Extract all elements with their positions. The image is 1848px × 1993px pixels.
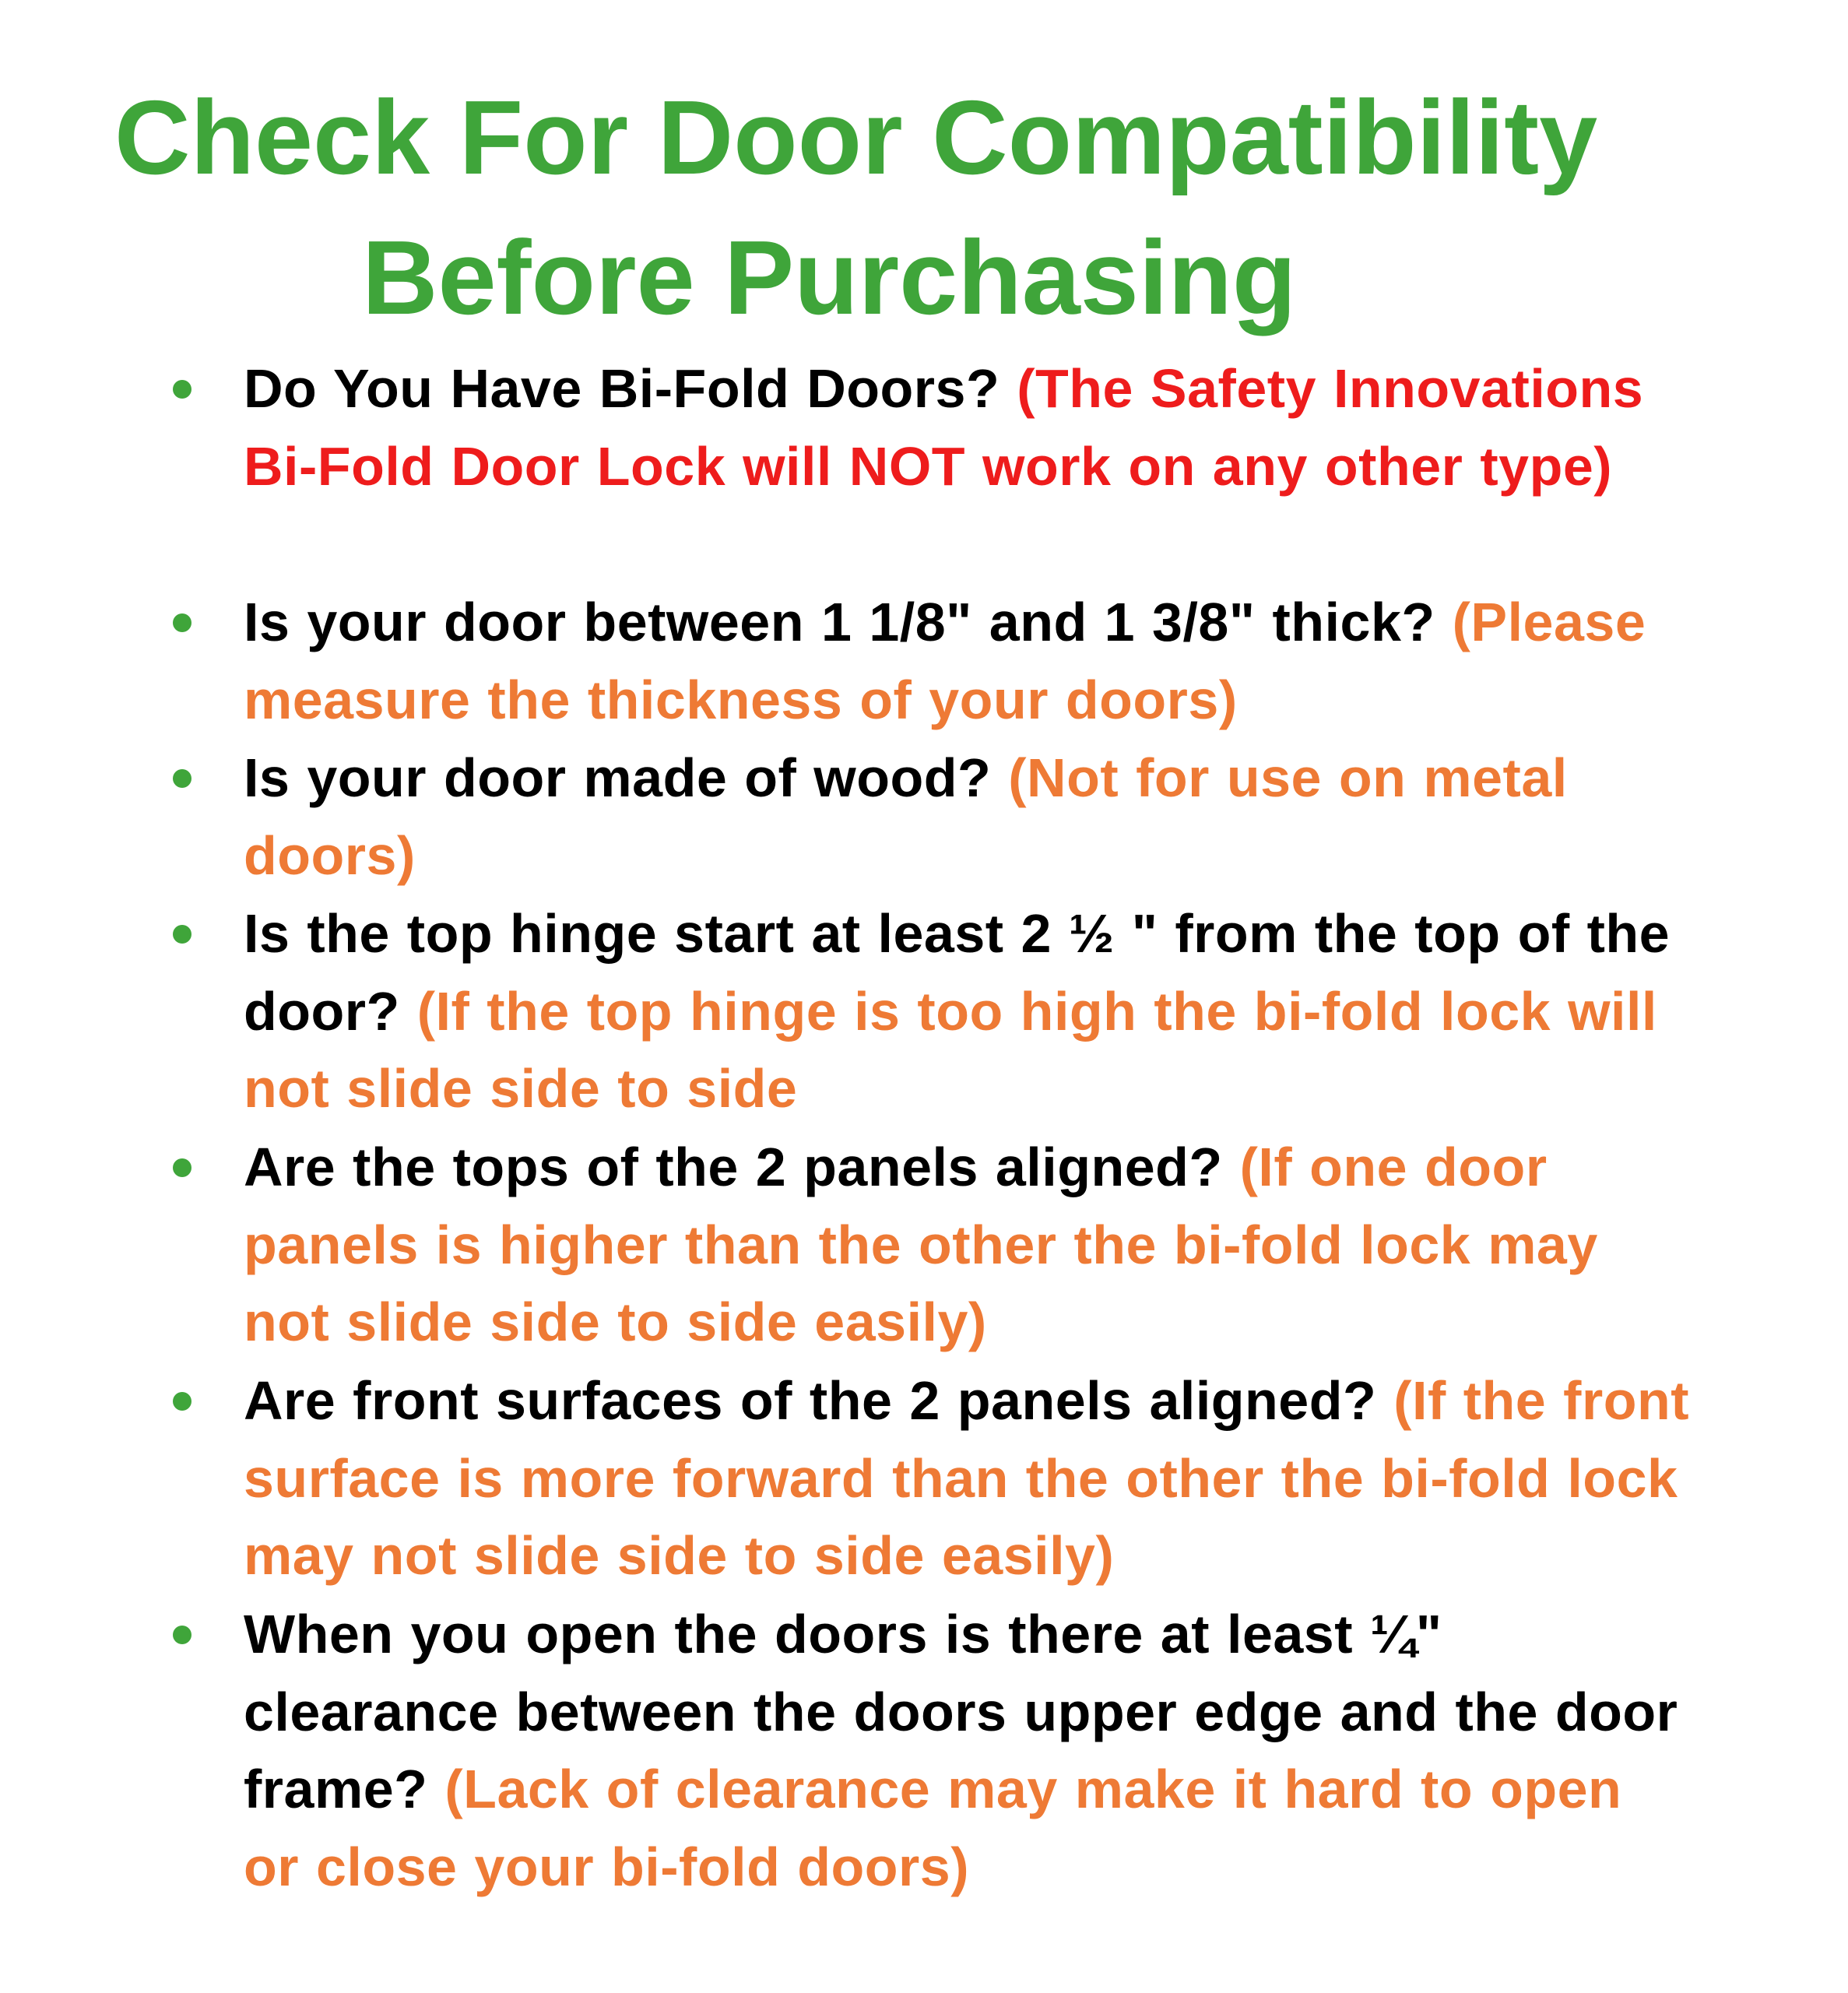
checklist-note: (Not for use on metal doors) — [244, 747, 1568, 886]
checklist-question: Is the top hinge start at least 2 ½ " from the top of the door? — [244, 903, 1671, 1042]
title-line-1: Check For Door Compatibility — [114, 79, 1598, 196]
checklist-note: (If one door panels is higher than the other the bi-fold lock may not slide side to side easily) — [244, 1137, 1598, 1352]
checklist-item-text — [244, 1596, 1692, 1906]
checklist-question: When you open the doors is there at least ¼" clearance between the doors upper edge and the door frame? — [244, 1604, 1678, 1819]
checklist-item-text — [244, 350, 1692, 505]
checklist-note: (If the top hinge is too high the bi-fold lock will not slide side to side — [244, 980, 1657, 1119]
checklist-question: Is your door between 1 1/8" and 1 3/8" thick? — [244, 592, 1435, 652]
checklist-item-text — [244, 584, 1692, 739]
checklist-item-text — [244, 1362, 1692, 1595]
checklist-note: (The Safety Innovations Bi-Fold Door Lock will NOT work on any other type) — [244, 358, 1644, 497]
checklist-note: (Please measure the thickness of your doors) — [244, 592, 1646, 730]
checklist-note: (Lack of clearance may make it hard to open or close your bi-fold doors) — [244, 1759, 1622, 1897]
bullet-icon — [173, 925, 191, 944]
checklist-question: Is your door made of wood? — [244, 747, 992, 808]
bullet-icon — [173, 380, 191, 399]
checklist-item-text — [244, 1129, 1692, 1362]
checklist-question: Do You Have Bi-Fold Doors? — [244, 358, 1000, 419]
bullet-icon — [173, 1392, 191, 1411]
bullet-icon — [173, 1158, 191, 1177]
checklist-item-text — [244, 740, 1692, 895]
bullet-icon — [173, 1626, 191, 1644]
title-line-2: Before Purchasing — [362, 219, 1297, 336]
checklist-note: (If the front surface is more forward than the other the bi-fold lock may not slide side to side easily) — [244, 1370, 1690, 1586]
checklist-question: Are front surfaces of the 2 panels aligned? — [244, 1370, 1377, 1431]
checklist-item-text — [244, 895, 1692, 1128]
bullet-icon — [173, 613, 191, 632]
bullet-icon — [173, 769, 191, 788]
checklist-question: Are the tops of the 2 panels aligned? — [244, 1137, 1223, 1197]
